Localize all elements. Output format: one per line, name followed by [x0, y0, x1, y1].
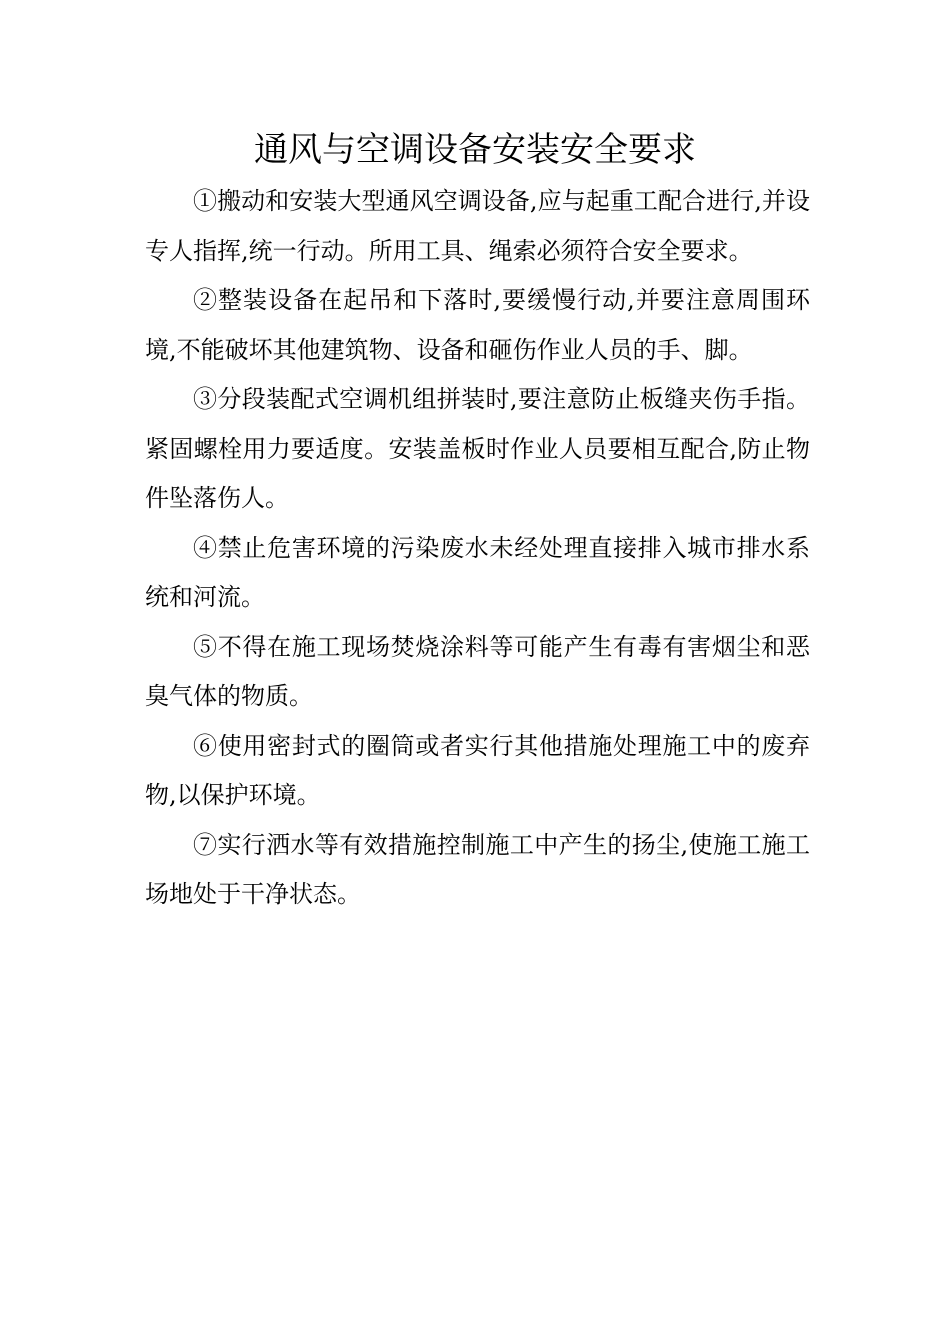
- paragraph-4: ④禁止危害环境的污染废水未经处理直接排入城市排水系统和河流。: [145, 533, 810, 611]
- document-title: 通风与空调设备安装安全要求: [254, 130, 696, 170]
- paragraph-3: ③分段装配式空调机组拼装时,要注意防止板缝夹伤手指。紧固螺栓用力要适度。安装盖板时作业人员要相互配合,防止物件坠落伤人。: [145, 385, 810, 512]
- paragraph-1: ①搬动和安装大型通风空调设备,应与起重工配合进行,并设专人指挥,统一行动。所用工具、绳索必须符合安全要求。: [145, 187, 810, 265]
- paragraph-5: ⑤不得在施工现场焚烧涂料等可能产生有毒有害烟尘和恶臭气体的物质。: [145, 632, 810, 710]
- paragraph-6: ⑥使用密封式的圈筒或者实行其他措施处理施工中的废弃物,以保护环境。: [145, 731, 810, 809]
- paragraph-7: ⑦实行洒水等有效措施控制施工中产生的扬尘,使施工施工场地处于干净状态。: [145, 830, 810, 908]
- document-body: [145, 177, 810, 920]
- paragraph-2: ②整装设备在起吊和下落时,要缓慢行动,并要注意周围环境,不能破坏其他建筑物、设备和砸伤作业人员的手、脚。: [145, 286, 810, 364]
